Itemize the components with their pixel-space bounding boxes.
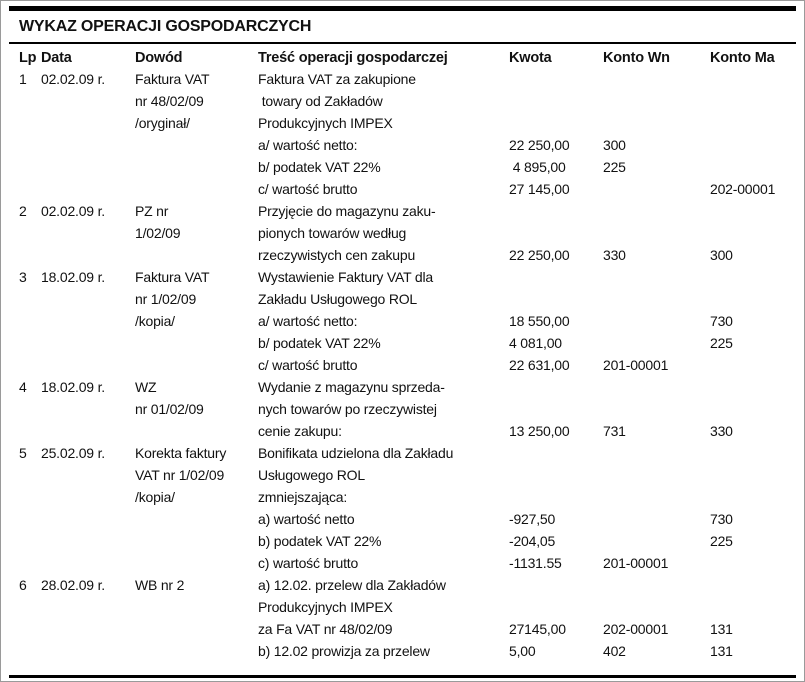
table-row (9, 159, 796, 181)
cell-kwota: 27 145,00 (509, 181, 570, 197)
table-row (9, 401, 796, 423)
cell-kwota: 22 250,00 (509, 247, 570, 263)
cell-konto-wn: 300 (603, 137, 626, 153)
table-row (9, 533, 796, 555)
cell-konto-ma: 202-00001 (710, 181, 776, 197)
table-row (9, 555, 796, 577)
column-header-kwota: Kwota (509, 50, 552, 66)
cell-kwota: -1131.55 (509, 555, 562, 571)
cell-dowod: /oryginał/ (135, 115, 190, 131)
page-title: WYKAZ OPERACJI GOSPODARCZYCH (19, 18, 312, 35)
cell-konto-wn: 225 (603, 159, 626, 175)
operations-table (9, 50, 796, 665)
cell-tresc: a) wartość netto (258, 511, 355, 527)
cell-tresc: a) 12.02. przelew dla Zakładów (258, 577, 446, 593)
cell-data: 02.02.09 r. (41, 71, 105, 87)
cell-tresc: c/ wartość brutto (258, 357, 358, 373)
cell-dowod: /kopia/ (135, 313, 175, 329)
cell-tresc: b/ podatek VAT 22% (258, 159, 381, 175)
cell-tresc: Faktura VAT za zakupione (258, 71, 416, 87)
cell-dowod: nr 1/02/09 (135, 291, 197, 307)
table-row (9, 291, 796, 313)
table-row (9, 599, 796, 621)
column-header-konto-wn: Konto Wn (603, 50, 670, 66)
table-row (9, 203, 796, 225)
cell-tresc: b) podatek VAT 22% (258, 533, 382, 549)
cell-konto-ma: 225 (710, 533, 733, 549)
column-header-data: Data (41, 50, 72, 66)
cell-tresc: towary od Zakładów (258, 93, 383, 109)
column-header-dowod: Dowód (135, 50, 183, 66)
table-row (9, 511, 796, 533)
cell-lp: 3 (19, 269, 27, 285)
table-row (9, 269, 796, 291)
cell-tresc: Wystawienie Faktury VAT dla (258, 269, 433, 285)
operations-table-body (9, 71, 796, 665)
cell-tresc: pionych towarów według (258, 225, 407, 241)
cell-tresc: Przyjęcie do magazynu zaku- (258, 203, 436, 219)
cell-tresc: c) wartość brutto (258, 555, 359, 571)
table-row (9, 357, 796, 379)
cell-tresc: Wydanie z magazynu sprzeda- (258, 379, 445, 395)
cell-dowod: Faktura VAT (135, 71, 210, 87)
table-row (9, 225, 796, 247)
cell-konto-wn: 201-00001 (603, 357, 669, 373)
cell-tresc: Bonifikata udzielona dla Zakładu (258, 445, 454, 461)
cell-data: 28.02.09 r. (41, 577, 105, 593)
cell-dowod: /kopia/ (135, 489, 175, 505)
cell-konto-ma: 300 (710, 247, 733, 263)
table-header-row (9, 50, 796, 71)
cell-tresc: za Fa VAT nr 48/02/09 (258, 621, 393, 637)
cell-konto-ma: 225 (710, 335, 733, 351)
cell-konto-ma: 330 (710, 423, 733, 439)
cell-dowod: Faktura VAT (135, 269, 210, 285)
table-row (9, 577, 796, 599)
cell-lp: 1 (19, 71, 27, 87)
cell-tresc: a/ wartość netto: (258, 137, 358, 153)
cell-lp: 6 (19, 577, 27, 593)
cell-tresc: Usługowego ROL (258, 467, 365, 483)
cell-kwota: 13 250,00 (509, 423, 570, 439)
bottom-rule (9, 675, 796, 678)
table-row (9, 181, 796, 203)
cell-konto-ma: 131 (710, 643, 733, 659)
table-row (9, 643, 796, 665)
cell-dowod: 1/02/09 (135, 225, 181, 241)
cell-tresc: b/ podatek VAT 22% (258, 335, 381, 351)
cell-data: 25.02.09 r. (41, 445, 105, 461)
cell-lp: 4 (19, 379, 27, 395)
cell-data: 18.02.09 r. (41, 269, 105, 285)
cell-kwota: 27145,00 (509, 621, 566, 637)
cell-lp: 5 (19, 445, 27, 461)
cell-kwota: 18 550,00 (509, 313, 570, 329)
cell-konto-ma: 730 (710, 511, 733, 527)
table-row (9, 379, 796, 401)
cell-tresc: Produkcyjnych IMPEX (258, 115, 393, 131)
column-header-lp: Lp (19, 50, 37, 66)
table-row (9, 467, 796, 489)
cell-data: 18.02.09 r. (41, 379, 105, 395)
cell-kwota: 5,00 (509, 643, 536, 659)
cell-konto-ma: 131 (710, 621, 733, 637)
cell-dowod: VAT nr 1/02/09 (135, 467, 225, 483)
cell-tresc: nych towarów po rzeczywistej (258, 401, 437, 417)
cell-tresc: a/ wartość netto: (258, 313, 358, 329)
cell-dowod: nr 01/02/09 (135, 401, 204, 417)
cell-tresc: c/ wartość brutto (258, 181, 358, 197)
cell-konto-wn: 731 (603, 423, 626, 439)
cell-konto-wn: 402 (603, 643, 626, 659)
cell-dowod: Korekta faktury (135, 445, 227, 461)
cell-kwota: -927,50 (509, 511, 556, 527)
cell-tresc: b) 12.02 prowizja za przelew (258, 643, 430, 659)
cell-tresc: Produkcyjnych IMPEX (258, 599, 393, 615)
cell-konto-wn: 201-00001 (603, 555, 669, 571)
table-row (9, 115, 796, 137)
cell-kwota: 22 250,00 (509, 137, 570, 153)
table-row (9, 137, 796, 159)
cell-konto-ma: 730 (710, 313, 733, 329)
table-row (9, 71, 796, 93)
cell-tresc: rzeczywistych cen zakupu (258, 247, 416, 263)
cell-tresc: Zakładu Usługowego ROL (258, 291, 418, 307)
table-row (9, 621, 796, 643)
cell-data: 02.02.09 r. (41, 203, 105, 219)
cell-kwota: -204,05 (509, 533, 556, 549)
table-row (9, 313, 796, 335)
cell-konto-wn: 330 (603, 247, 626, 263)
table-row (9, 247, 796, 269)
title-rule (9, 42, 796, 44)
table-row (9, 489, 796, 511)
column-header-tresc: Treść operacji gospodarczej (258, 50, 448, 66)
table-row (9, 423, 796, 445)
table-row (9, 335, 796, 357)
cell-kwota: 22 631,00 (509, 357, 570, 373)
cell-tresc: cenie zakupu: (258, 423, 342, 439)
cell-dowod: PZ nr (135, 203, 169, 219)
cell-dowod: nr 48/02/09 (135, 93, 204, 109)
cell-kwota: 4 895,00 (509, 159, 566, 175)
column-header-konto-ma: Konto Ma (710, 50, 775, 66)
table-row (9, 445, 796, 467)
cell-lp: 2 (19, 203, 27, 219)
cell-dowod: WZ (135, 379, 157, 395)
cell-konto-wn: 202-00001 (603, 621, 669, 637)
table-row (9, 93, 796, 115)
cell-dowod: WB nr 2 (135, 577, 185, 593)
cell-tresc: zmniejszająca: (258, 489, 348, 505)
cell-kwota: 4 081,00 (509, 335, 562, 351)
